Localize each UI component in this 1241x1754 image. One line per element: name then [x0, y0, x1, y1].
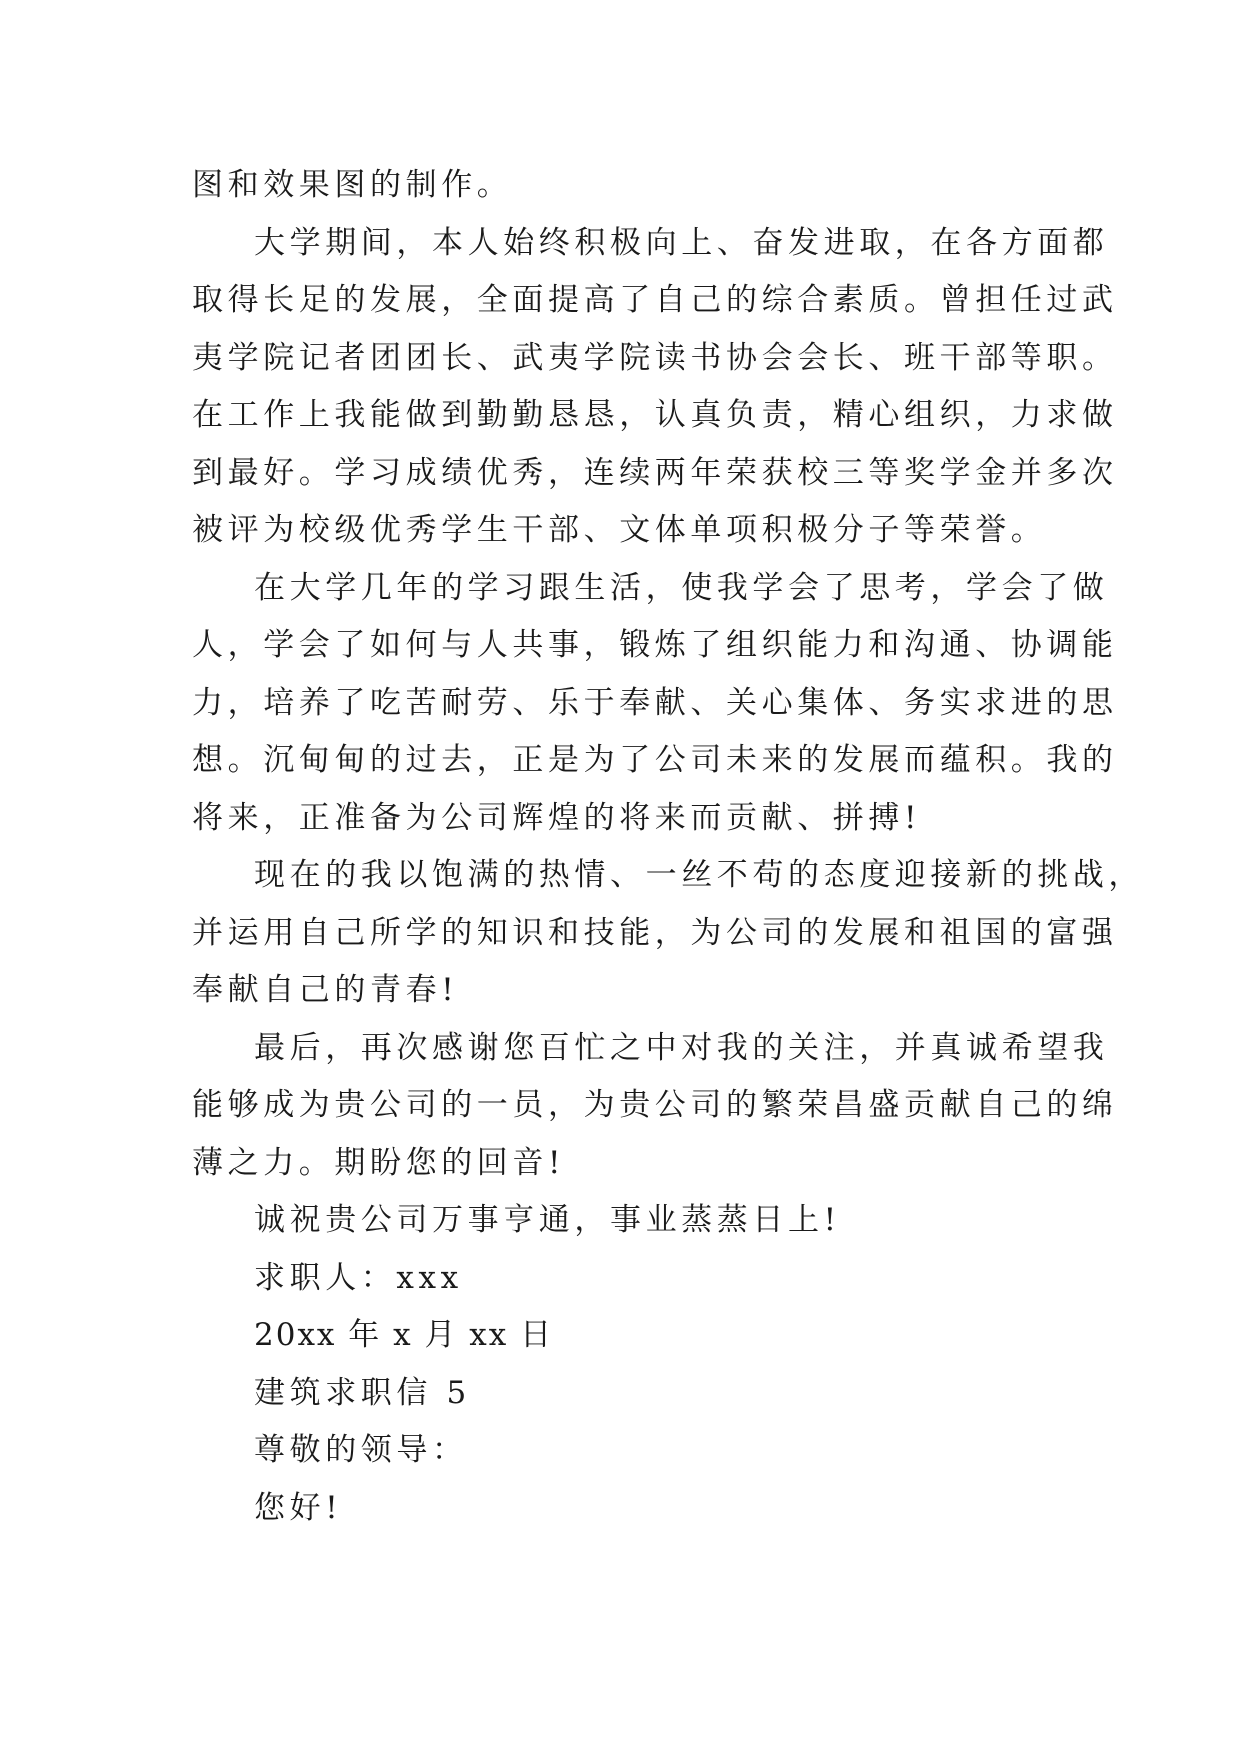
text-line: 大学期间，本人始终积极向上、奋发进取，在各方面都 [254, 224, 1109, 261]
text-line: 能够成为贵公司的一员，为贵公司的繁荣昌盛贡献自己的绵 [192, 1087, 1118, 1123]
text-line: 取得长足的发展，全面提高了自己的综合素质。曾担任过武 [192, 282, 1118, 318]
greeting: 您好! [254, 1489, 343, 1526]
text-line: 在工作上我能做到勤勤恳恳，认真负责，精心组织，力求做 [192, 397, 1118, 433]
text-line: 到最好。学习成绩优秀，连续两年荣获校三等奖学金并多次 [192, 454, 1118, 491]
text-line: 想。沉甸甸的过去，正是为了公司未来的发展而蕴积。我的 [192, 742, 1118, 778]
text-line: 图和效果图的制作。 [192, 167, 513, 203]
salutation: 尊敬的领导： [254, 1432, 468, 1468]
letter-body [192, 157, 1144, 1537]
text-line: 将来，正准备为公司辉煌的将来而贡献、拼搏! [192, 799, 922, 836]
text-line: 并运用自己所学的知识和技能，为公司的发展和祖国的富强 [192, 914, 1118, 951]
text-line: 最后，再次感谢您百忙之中对我的关注，并真诚希望我 [254, 1029, 1109, 1066]
text-line: 在大学几年的学习跟生活，使我学会了思考，学会了做 [254, 569, 1109, 606]
text-line: 夷学院记者团团长、武夷学院读书协会会长、班干部等职。 [192, 339, 1118, 376]
text-line: 力，培养了吃苦耐劳、乐于奉献、关心集体、务实求进的思 [192, 684, 1118, 721]
closing-wish: 诚祝贵公司万事亨通，事业蒸蒸日上! [254, 1202, 841, 1238]
text-line: 薄之力。期盼您的回音! [192, 1144, 566, 1181]
text-line: 人，学会了如何与人共事，锻炼了组织能力和沟通、协调能 [192, 627, 1118, 663]
signature-date: 20xx 年 x 月 xx 日 [254, 1317, 554, 1353]
section-heading: 建筑求职信 5 [254, 1374, 471, 1411]
text-line: 奉献自己的青春! [192, 972, 459, 1008]
text-line: 被评为校级优秀学生干部、文体单项积极分子等荣誉。 [192, 512, 1047, 548]
text-line: 现在的我以饱满的热情、一丝不苟的态度迎接新的挑战， [254, 857, 1144, 893]
signature-applicant: 求职人：xxx [254, 1259, 463, 1296]
